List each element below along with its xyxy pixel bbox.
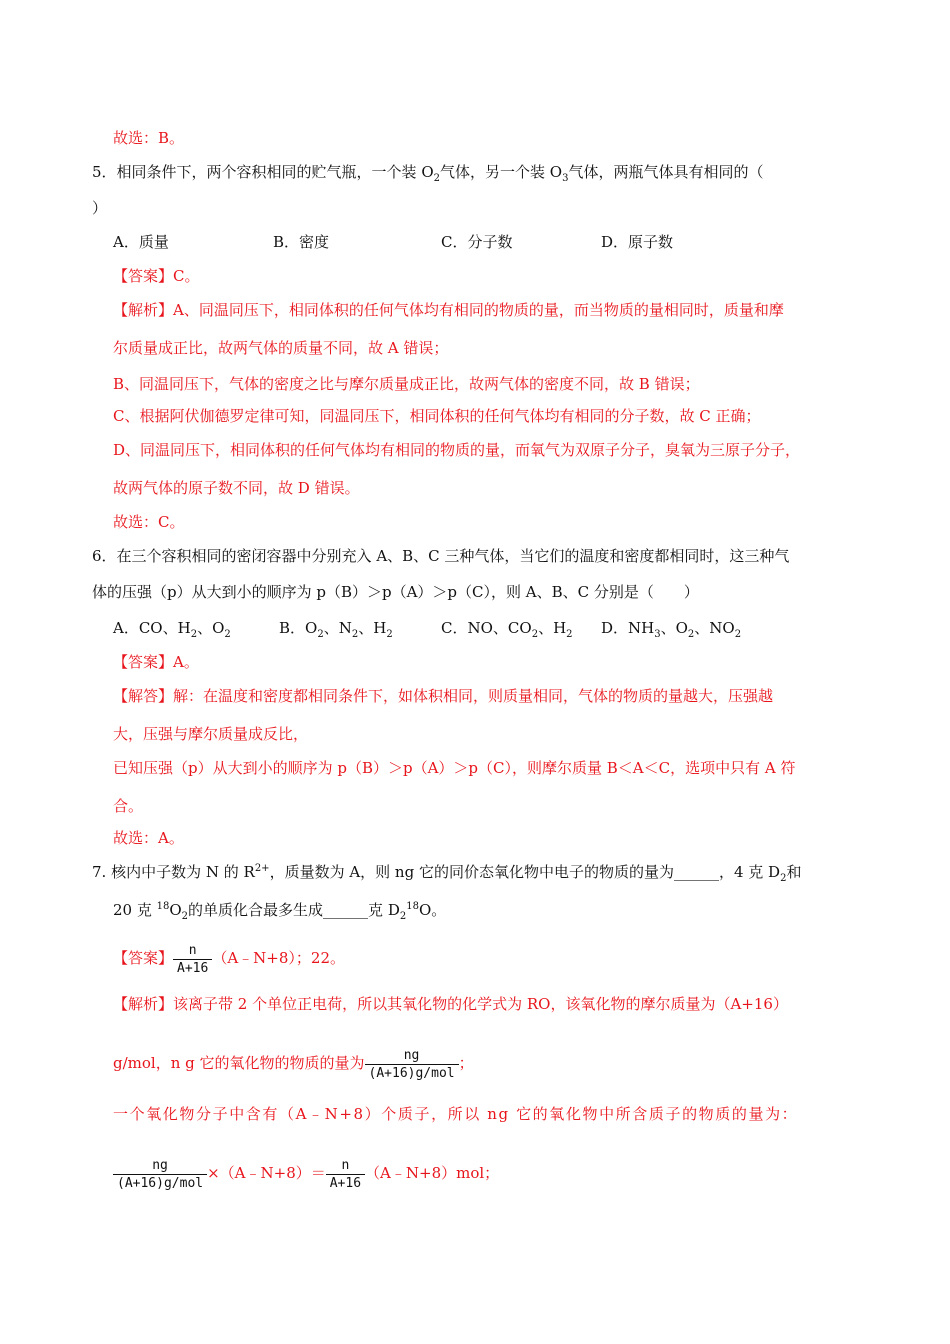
- q5-option-c: C．分子数: [441, 233, 513, 251]
- q6-option-d: D．$NH_3$、$O_2$、$NO_2$: [601, 619, 742, 640]
- q5-answer: 【答案】C。: [113, 267, 200, 285]
- q6-option-a: A．CO、$H_2$、$O_2$: [113, 619, 231, 640]
- q6-analysis-line2: 大，压强与摩尔质量成反比，: [113, 725, 309, 743]
- moles-fraction-2: $\frac{ng}{\text{(A+16)g/mol}}$: [113, 1157, 207, 1192]
- q7-analysis-line2: g/mol，n g 它的氧化物的物质的量为 $\frac{ng}{\text{(A+16)g/mol}}$ ；: [113, 1047, 474, 1081]
- q6-option-c: C．NO、$CO_2$、$H_2$: [441, 619, 573, 640]
- q5-stem-line1: 5．相同条件下，两个容积相同的贮气瓶，一个装 $O_2$气体，另一个装 $O_3$气体，两瓶气体具有相同的（: [92, 163, 764, 184]
- answer-fraction: $\frac{n}{A+16}$: [173, 942, 212, 977]
- q6-stem-line2: 体的压强（p）从大到小的顺序为 p（B）＞p（A）＞p（C），则 A、B、C 分别是（ ）: [92, 583, 699, 601]
- q5-analysis-line6: 故两气体的原子数不同，故 D 错误。: [113, 479, 360, 497]
- q6-stem-line1: 6．在三个容积相同的密闭容器中分别充入 A、B、C 三种气体，当它们的温度和密度都相同时，这三种气: [92, 547, 790, 565]
- q5-stem-line2: ）: [92, 199, 108, 217]
- q5-conclusion: 故选：C。: [113, 513, 185, 531]
- q7-analysis-line1: 【解析】该离子带 2 个单位正电荷，所以其氧化物的化学式为 RO，该氧化物的摩尔质量为（A+16）: [113, 995, 788, 1013]
- result-fraction: $\frac{n}{A+16}$: [326, 1157, 365, 1192]
- q5-analysis-line5: D、同温同压下，相同体积的任何气体均有相同的物质的量，而氧气为双原子分子，臭氧为三原子分子，: [113, 441, 801, 459]
- q6-conclusion: 故选：A。: [113, 829, 184, 847]
- q5-analysis-line3: B、同温同压下，气体的密度之比与摩尔质量成正比，故两气体的密度不同，故 B 错误；: [113, 375, 700, 393]
- q5-option-d: D．原子数: [601, 233, 674, 251]
- q7-analysis-line3: 一个氧化物分子中含有（A﹣N+8）个质子，所以 ng 它的氧化物中所含质子的物质的量为：: [113, 1105, 799, 1123]
- q4-conclusion: 故选：B。: [113, 129, 185, 147]
- q6-answer: 【答案】A。: [113, 653, 199, 671]
- q6-option-b: B．$O_2$、$N_2$、$H_2$: [279, 619, 393, 640]
- q7-stem-line1: 7. 核内中子数为 N 的 $R^{2+}$，质量数为 A，则 ng 它的同价态氧化物中电子的物质的量为______，4 克 $D_2$和: [92, 863, 802, 884]
- q5-analysis-line4: C、根据阿伏伽德罗定律可知，同温同压下，相同体积的任何气体均有相同的分子数，故 C 正确；: [113, 407, 761, 425]
- q5-analysis-line2: 尔质量成正比，故两气体的质量不同，故 A 错误；: [113, 339, 449, 357]
- q6-analysis-line3: 已知压强（p）从大到小的顺序为 p（B）＞p（A）＞p（C），则摩尔质量 B＜A＜C，选项中只有 A 符: [113, 759, 796, 777]
- q5-analysis-line1: 【解析】A、同温同压下，相同体积的任何气体均有相同的物质的量，而当物质的量相同时，质量和摩: [113, 301, 784, 319]
- q6-analysis-line1: 【解答】解：在温度和密度都相同条件下，如体积相同，则质量相同，气体的物质的量越大，压强越: [113, 687, 774, 705]
- q6-analysis-line4: 合。: [113, 797, 144, 815]
- q5-option-a: A．质量: [113, 233, 169, 251]
- moles-fraction: $\frac{ng}{\text{(A+16)g/mol}}$: [365, 1047, 459, 1082]
- q5-option-b: B．密度: [273, 233, 330, 251]
- q7-answer: 【答案】 $\frac{n}{A+16}$ （A﹣N+8）；22。: [113, 942, 345, 976]
- q7-stem-line2: 20 克 $^{18}O_2$的单质化合最多生成______克 $D_2^{18}O$。: [113, 901, 447, 922]
- q7-analysis-line4: $\frac{ng}{\text{(A+16)g/mol}}$ ×（A﹣N+8）＝ $\frac{n}{A+16}$ （A﹣N+8）mol；: [113, 1154, 499, 1192]
